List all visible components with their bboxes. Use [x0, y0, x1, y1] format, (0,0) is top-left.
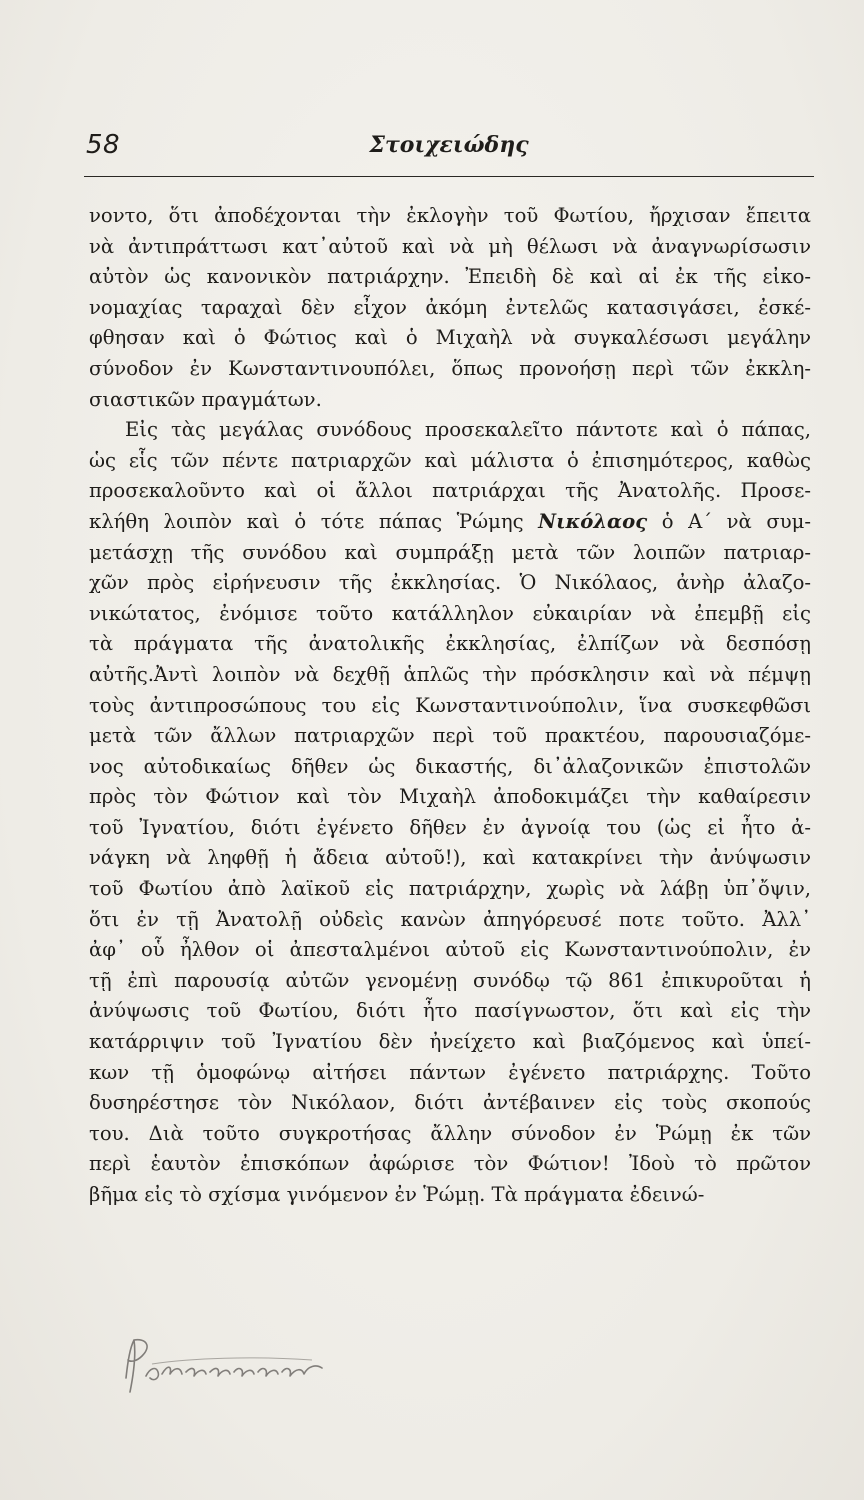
text-line: νικώτατος, ἐνόμισε τοῦτο κατάλληλον εὐκαιρίαν νὰ ἐπεμβῇ εἰς [89, 601, 811, 625]
text-line: προσεκαλοῦντο καὶ οἱ ἄλλοι πατριάρχαι τῆς Ἀνατολῆς. Προσε- [89, 479, 811, 503]
text-line: μετὰ τῶν ἄλλων πατριαρχῶν περὶ τοῦ πρακτέου, παρουσιαζόμε- [89, 724, 811, 748]
text-line: ἀνύψωσις τοῦ Φωτίου, διότι ἦτο πασίγνωστον, ὅτι καὶ εἰς τὴν [89, 999, 811, 1023]
text-line: νος αὐτοδικαίως δῆθεν ὡς δικαστής, δι᾽ἀλαζονικῶν ἐπιστολῶν [89, 754, 811, 778]
text-line: τῇ ἐπὶ παρουσίᾳ αὐτῶν γενομένῃ συνόδῳ τῷ 861 ἐπικυροῦται ἡ [89, 968, 811, 992]
text-line: χῶν πρὸς εἰρήνευσιν τῆς ἐκκλησίας. Ὁ Νικόλαος, ἀνὴρ ἀλαζο- [89, 571, 811, 595]
text-line: περὶ ἑαυτὸν ἐπισκόπων ἀφώρισε τὸν Φώτιον! Ἰδοὺ τὸ πρῶτον [89, 1152, 811, 1176]
text-line: ὅτι ἐν τῇ Ἀνατολῇ οὐδεὶς κανὼν ἀπηγόρευσέ ποτε τοῦτο. Ἀλλ᾽ [89, 907, 811, 931]
text-line: Εἰς τὰς μεγάλας συνόδους προσεκαλεῖτο πάντοτε καὶ ὁ πάπας, [125, 418, 811, 442]
text-line: αὐτὸν ὡς κανονικὸν πατριάρχην. Ἐπειδὴ δὲ καὶ αἱ ἐκ τῆς εἰκο- [89, 265, 811, 289]
text-line: κατάρριψιν τοῦ Ἰγνατίου δὲν ἠνείχετο καὶ βιαζόμενος καὶ ὑπεί- [89, 1030, 811, 1054]
text-line: φθησαν καὶ ὁ Φώτιος καὶ ὁ Μιχαὴλ νὰ συγκαλέσωσι μεγάλην [89, 326, 811, 350]
text-line: δυσηρέστησε τὸν Νικόλαον, διότι ἀντέβαινεν εἰς τοὺς σκοπούς [89, 1091, 811, 1115]
text-line: μετάσχῃ τῆς συνόδου καὶ συμπράξῃ μετὰ τῶν λοιπῶν πατριαρ- [89, 540, 811, 564]
text-line: κλήθη λοιπὸν καὶ ὁ τότε πάπας Ῥώμης Νικόλαος ὁ Α΄ νὰ συμ- [89, 509, 811, 533]
text-line: σιαστικῶν πραγμάτων. [89, 387, 322, 411]
page-number: 58 [86, 130, 121, 160]
text-line: νοντο, ὅτι ἀποδέχονται τὴν ἐκλογὴν τοῦ Φωτίου, ἤρχισαν ἔπειτα [89, 204, 811, 227]
text-line: νὰ ἀντιπράττωσι κατ᾽αὐτοῦ καὶ νὰ μὴ θέλωσι νὰ ἀναγνωρίσωσιν [89, 234, 811, 258]
text-line: πρὸς τὸν Φώτιον καὶ τὸν Μιχαὴλ ἀποδοκιμάζει τὴν καθαίρεσιν [89, 785, 811, 809]
text-line: κων τῇ ὁμοφώνῳ αἰτήσει πάντων ἐγένετο πατριάρχης. Τοῦτο [89, 1060, 811, 1084]
text-line: ἀφ᾽ οὗ ἦλθον οἱ ἀπεσταλμένοι αὐτοῦ εἰς Κωνσταντινούπολιν, ἐν [89, 938, 811, 962]
handwritten-signature [112, 1320, 342, 1410]
text-line: τὰ πράγματα τῆς ἀνατολικῆς ἐκκλησίας, ἐλπίζων νὰ δεσπόσῃ [89, 632, 811, 656]
text-line: τοῦ Ἰγνατίου, διότι ἐγένετο δῆθεν ἐν ἀγνοίᾳ του (ὡς εἰ ἦτο ἀ- [89, 815, 811, 839]
text-line: σύνοδον ἐν Κωνσταντινουπόλει, ὅπως προνοήσῃ περὶ τῶν ἐκκλη- [89, 356, 811, 380]
text-line: νομαχίας ταραχαὶ δὲν εἶχον ἀκόμη ἐντελῶς κατασιγάσει, ἐσκέ- [89, 295, 811, 319]
text-line: αὐτῆς.Ἀντὶ λοιπὸν νὰ δεχθῇ ἁπλῶς τὴν πρόσκλησιν καὶ νὰ πέμψῃ [89, 662, 811, 686]
text-line: βῆμα εἰς τὸ σχίσμα γινόμενον ἐν Ῥώμῃ. Τὰ πράγματα ἐδεινώ- [89, 1183, 705, 1206]
running-title: Στοιχειώδης [369, 132, 529, 158]
body-text [89, 201, 811, 1211]
signature-scribble [112, 1320, 342, 1410]
page-header [86, 128, 812, 168]
text-line: τοῦ Φωτίου ἀπὸ λαϊκοῦ εἰς πατριάρχην, χωρὶς νὰ λάβῃ ὑπ᾽ὄψιν, [89, 877, 811, 901]
text-line: του. Διὰ τοῦτο συγκροτήσας ἄλλην σύνοδον ἐν Ῥώμῃ ἐκ τῶν [89, 1121, 811, 1145]
emphasized-name: Νικόλαος [538, 509, 648, 533]
text-line: ὡς εἷς τῶν πέντε πατριαρχῶν καὶ μάλιστα ὁ ἐπισημότερος, καθὼς [89, 448, 811, 472]
header-rule [84, 176, 814, 177]
text-line: νάγκη νὰ ληφθῇ ἡ ἄδεια αὐτοῦ!), καὶ κατακρίνει τὴν ἀνύψωσιν [89, 846, 811, 870]
text-line: τοὺς ἀντιπροσώπους του εἰς Κωνσταντινούπολιν, ἵνα συσκεφθῶσι [89, 693, 811, 717]
